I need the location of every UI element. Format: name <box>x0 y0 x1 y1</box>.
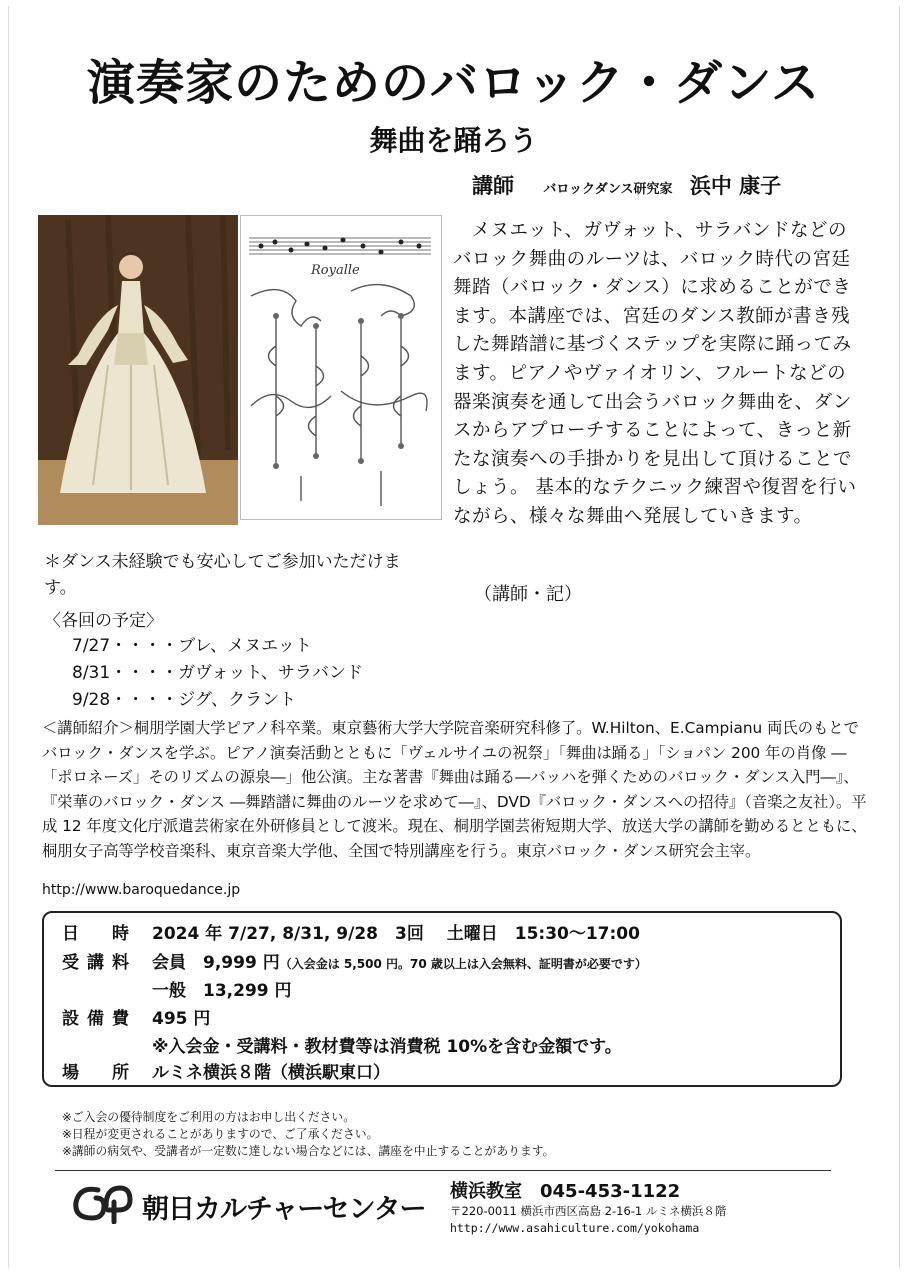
instructor-line <box>472 170 781 200</box>
equipment-value: 495 円 <box>152 1009 211 1029</box>
beginner-note: ＊ダンス未経験でも安心してご参加いただけます。 <box>44 552 401 598</box>
org-name: 朝日カルチャーセンター <box>142 1194 426 1225</box>
instructor-role: バロックダンス研究家 <box>543 182 673 197</box>
date-value: 2024 年 7/27, 8/31, 9/28 3回 土曜日 15:30～17:00 <box>152 924 640 944</box>
instructor-label: 講師 <box>472 174 514 198</box>
fee-general: 一般 13,299 円 <box>152 981 292 1001</box>
office-address: 〒220-0011 横浜市西区高島 2-16-1 ルミネ横浜８階 <box>450 1204 727 1218</box>
date-row <box>62 919 640 944</box>
footnote-item: ※講師の病気や、受講者が一定数に達しない場合などには、講座を中止することがあります。 <box>62 1144 555 1158</box>
date-label: 日 時 <box>62 924 137 944</box>
place-value: ルミネ横浜８階（横浜駅東口） <box>152 1063 390 1083</box>
footnotes <box>62 1109 554 1160</box>
schedule-item: 9/28・・・・ジグ、クラント <box>72 690 297 710</box>
instructor-bio: ＜講師紹介＞桐朋学園大学ピアノ科卒業。東京藝術大学大学院音楽研究科修了。W.Hilton、E.Campianu 両氏のもとでバロック・ダンスを学ぶ。ピアノ演奏活動とともに「ヴェルサイユの祝祭」「舞曲は踊る」「ショパン 200 年の肖像 ―「ポロネーズ」そのリズムの源泉―」他公演。主な著書『舞曲は踊る―バッハを弾くためのバロック・ダンス入門―』、『栄華のバロック・ダンス ―舞踏譜に舞曲のルーツを求めて―』、DVD『バロック・ダンスへの招待』（音楽之友社）。平成 12 年度文化庁派遣芸術家在外研修員として渡米。現在、桐朋学園芸術短期大学、放送大学の講師を勤めるとともに、桐朋女子高等学校音楽科、東京音楽大学他、全国で特別講座を行う。東京バロック・ダンス研究会主宰。 <box>42 719 867 860</box>
page-title: 演奏家のためのバロック・ダンス <box>86 55 821 111</box>
schedule-list <box>72 633 363 714</box>
course-info-box <box>42 911 842 1087</box>
schedule-title: 〈各回の予定〉 <box>44 611 163 631</box>
footnote-item: ※日程が変更されることがありますので、ご了承ください。 <box>62 1127 379 1141</box>
page-subtitle: 舞曲を踊ろう <box>369 124 538 157</box>
footnote-item: ※ご入会の優待制度をご利用の方はお申し出ください。 <box>62 1110 356 1124</box>
course-description: メヌエット、ガヴォット、サラバンドなどのバロック舞曲のルーツは、バロック時代の宮廷舞踏（バロック・ダンス）に求めることができます。本講座では、宮廷のダンス教師が書き残した舞踏譜に基づくステップを実際に踊ってみます。ピアノやヴァイオリン、フルートなどの器楽演奏を通して出会うバロック舞曲を、ダンスからアプローチすることによって、きっと新たな演奏への手掛かりを見出して頂けることでしょう。 基本的なテクニック練習や復習を行いながら、様々な舞曲へ発展していきます。 <box>453 220 857 527</box>
asahi-culture-logo-icon <box>70 1180 134 1224</box>
notation-caption: Royalle <box>311 263 360 278</box>
tax-note: ※入会金・受講料・教材費等は消費税 10%を含む金額です。 <box>152 1037 622 1057</box>
footer-divider <box>55 1170 831 1171</box>
instructor-name: 浜中 康子 <box>689 174 782 198</box>
dancer-photo <box>38 215 238 525</box>
office-phone: 横浜教室 045-453-1122 <box>450 1181 681 1202</box>
fee-member: 会員 9,999 円 <box>152 953 280 973</box>
description-byline: （講師・記） <box>474 584 582 605</box>
office-website-link[interactable]: http://www.asahiculture.com/yokohama <box>450 1221 700 1235</box>
fee-member-note: （入会金は 5,500 円。70 歳以上は入会無料、証明書が必要です） <box>279 957 647 971</box>
equipment-label: 設備費 <box>62 1009 137 1029</box>
place-row <box>62 1058 390 1083</box>
instructor-website-link[interactable]: http://www.baroquedance.jp <box>42 882 241 898</box>
fee-label: 受講料 <box>62 953 137 973</box>
equipment-row <box>62 1004 210 1029</box>
place-label: 場 所 <box>62 1063 137 1083</box>
schedule-item: 8/31・・・・ガヴォット、サラバンド <box>72 663 363 683</box>
schedule-item: 7/27・・・・ブレ、メヌエット <box>72 636 312 656</box>
dance-notation-image <box>240 215 442 520</box>
fee-row <box>62 948 647 973</box>
